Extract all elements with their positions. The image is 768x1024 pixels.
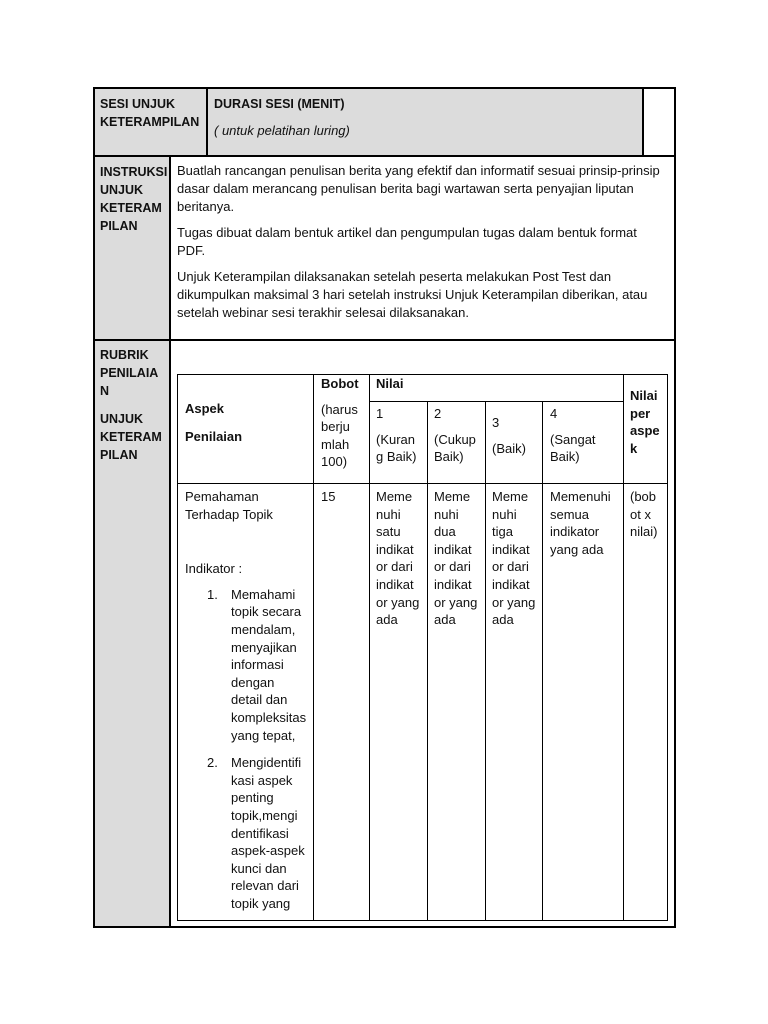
text-line: or yang: [434, 594, 478, 610]
indicator-line: Memahami: [231, 586, 296, 602]
indicator-line: informasi: [231, 657, 284, 673]
text-line: nuhi: [376, 506, 401, 522]
list-number: 1.: [207, 586, 218, 602]
indicator-line: detail dan: [231, 692, 288, 708]
sesi-label-line1: SESI UNJUK: [100, 97, 176, 111]
aspek-cell: [185, 488, 311, 912]
text-line: indikat: [434, 541, 472, 557]
rubrik-label-line: RUBRIK: [100, 348, 149, 362]
instruksi-body: [177, 162, 667, 330]
text-line: ada: [376, 612, 398, 628]
rubrik-label-line: UNJUK: [100, 412, 144, 426]
bobot-note-line: berju: [321, 419, 350, 435]
text-line: Memenuhi: [550, 489, 611, 504]
aspek-title-line: Terhadap Topik: [185, 506, 273, 522]
instruksi-paragraph: Unjuk Keterampilan dilaksanakan setelah peserta melakukan Post Test dan dikumpulkan maksimal 3 hari setelah instruksi Unjuk Keterampilan diberikan, atau setelah webinar sesi terakhir selesai dilaksanakan.: [177, 269, 648, 320]
text-line: ada: [434, 612, 456, 628]
indicator-line: penting: [231, 790, 274, 806]
rubrik-label-line: PILAN: [100, 448, 138, 462]
level-desc: (Kuran: [376, 431, 416, 447]
instruksi-paragraph: Buatlah rancangan penulisan berita yang efektif dan informatif sesuai prinsip-prinsip dasar dalam merancang penulisan berita bagi wartawan serta penyajian liputan beritanya.: [177, 163, 660, 214]
bobot-value: 15: [321, 489, 336, 504]
nilai-per-aspek-header: k: [630, 440, 638, 456]
text-line: Meme: [434, 489, 471, 504]
level-desc: (Sangat: [550, 431, 596, 447]
text-line: ada: [492, 612, 514, 628]
text-line: nuhi: [492, 506, 517, 522]
text-line: satu: [376, 524, 401, 540]
instruksi-label-line: UNJUK: [100, 183, 144, 197]
text-line: Meme: [376, 489, 413, 504]
list-number: 2.: [207, 755, 218, 771]
indicator-line: topik yang: [231, 895, 291, 911]
bobot-note-line: (harus: [321, 401, 358, 417]
text-line: indikat: [434, 576, 472, 592]
indicator-line: kompleksitas: [231, 709, 307, 725]
indicator-line: mendalam,: [231, 621, 296, 637]
aspek-title-line: Pemahaman: [185, 489, 259, 504]
text-line: indikat: [376, 541, 414, 557]
level-desc: g Baik): [376, 449, 417, 465]
text-line: or dari: [376, 559, 413, 575]
indicator-line: yang tepat,: [231, 727, 296, 743]
rubrik-label-line: N: [100, 384, 110, 398]
sesi-label-line2: KETERAMPILAN: [100, 115, 200, 129]
indicator-line: menyajikan: [231, 639, 297, 655]
indikator-label: Indikator :: [185, 561, 243, 577]
text-line: or dari: [434, 559, 471, 575]
indicator-line: dentifikasi: [231, 825, 289, 841]
instruksi-label-line: KETERAM: [100, 201, 162, 215]
level-2-desc: [434, 488, 484, 629]
text-line: indikator: [550, 524, 600, 540]
level-number: 2: [434, 406, 442, 421]
text-line: dua: [434, 524, 456, 540]
level-3-desc: [492, 488, 542, 629]
aspek-header: Aspek: [185, 401, 225, 416]
indicator-line: Mengidentifi: [231, 755, 302, 771]
level-desc: (Cukup: [434, 431, 476, 447]
level-desc: Baik): [550, 449, 580, 465]
indicator-line: relevan dari: [231, 878, 299, 894]
text-line: nuhi: [434, 506, 459, 522]
level-desc: (Baik): [492, 440, 526, 456]
text-line: Meme: [492, 489, 529, 504]
text-line: or yang: [492, 594, 536, 610]
level-4-desc: [550, 488, 622, 558]
indicator-line: aspek-aspek: [231, 843, 305, 859]
nilai-per-aspek-header: Nilai: [630, 388, 658, 403]
indicator-line: kasi aspek: [231, 772, 293, 788]
text-line: semua: [550, 506, 590, 522]
text-line: indikat: [492, 576, 530, 592]
bobot-header: Bobot: [321, 376, 359, 391]
text-line: indikat: [376, 576, 414, 592]
bobot-note-line: 100): [321, 454, 348, 470]
indicator-line: topik secara: [231, 604, 302, 620]
durasi-label: DURASI SESI (MENIT): [214, 97, 345, 111]
nilai-per-aspek-header: per: [630, 405, 651, 421]
level-1-desc: [376, 488, 426, 629]
text-line: ot x: [630, 506, 651, 522]
text-line: indikat: [492, 541, 530, 557]
text-line: or yang: [376, 594, 420, 610]
text-line: nilai): [630, 524, 658, 540]
bobot-note-line: mlah: [321, 436, 350, 452]
text-line: yang ada: [550, 541, 604, 557]
instruksi-label-line: PILAN: [100, 219, 138, 233]
level-number: 3: [492, 415, 500, 430]
rubrik-label-line: KETERAM: [100, 430, 162, 444]
level-desc: Baik): [434, 449, 464, 465]
nilai-header: Nilai: [376, 376, 404, 391]
durasi-note: ( untuk pelatihan luring): [214, 123, 350, 138]
level-number: 4: [550, 406, 558, 421]
text-line: (bob: [630, 489, 657, 504]
instruksi-paragraph: Tugas dibuat dalam bentuk artikel dan pengumpulan tugas dalam bentuk format PDF.: [177, 225, 637, 258]
left-column-shade: [94, 156, 170, 928]
rubrik-label-line: PENILAIA: [100, 366, 159, 380]
nilai-per-aspek-header: aspe: [630, 423, 660, 439]
text-line: or dari: [492, 559, 529, 575]
aspek-header: Penilaian: [185, 428, 243, 444]
level-number: 1: [376, 406, 384, 421]
text-line: tiga: [492, 524, 513, 540]
instruksi-label-line: INSTRUKSI: [100, 165, 168, 179]
indicator-line: kunci dan: [231, 860, 287, 876]
nilai-formula: [630, 488, 666, 541]
indicator-line: topik,mengi: [231, 807, 298, 823]
indicator-line: dengan: [231, 674, 275, 690]
